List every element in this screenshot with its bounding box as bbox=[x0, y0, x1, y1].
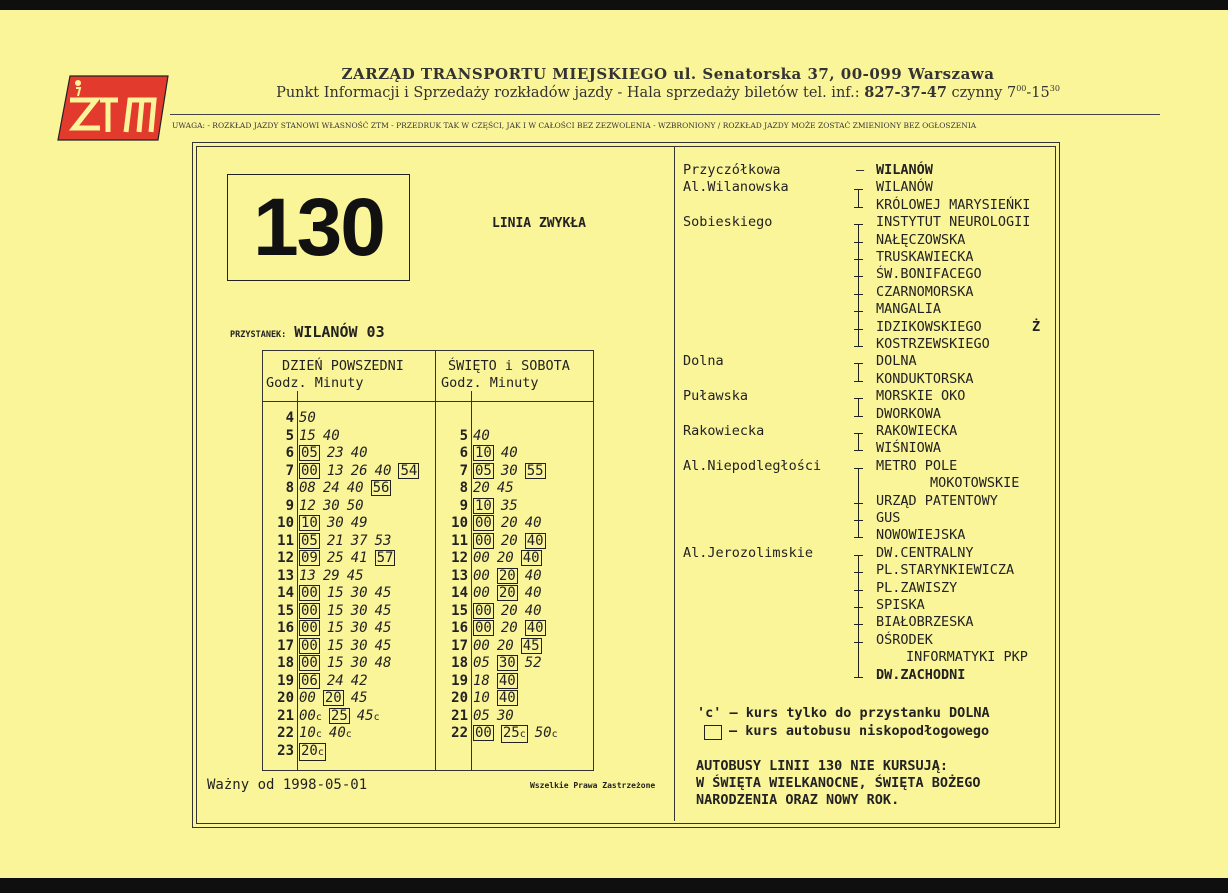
minutes bbox=[473, 690, 525, 706]
departure-minute: 15 bbox=[326, 585, 344, 601]
route-street: Puławska bbox=[683, 388, 749, 405]
departure-minute-lowfloor: 05 bbox=[475, 462, 492, 479]
hour: 23 bbox=[277, 742, 294, 759]
departure-minute: 40 bbox=[346, 480, 364, 496]
departure-minute: 23 bbox=[326, 445, 344, 461]
departure-minute: 00 bbox=[473, 585, 490, 601]
departure-minute-lowfloor: 06 bbox=[301, 672, 318, 689]
route-stop: INSTYTUT NEUROLOGII bbox=[876, 214, 1031, 231]
route-stop: KRÓLOWEJ MARYSIEŃKI bbox=[876, 196, 1031, 213]
minutes bbox=[299, 620, 398, 636]
minutes bbox=[299, 673, 375, 689]
minutes bbox=[473, 550, 549, 566]
hour: 10 bbox=[451, 515, 468, 531]
minutes bbox=[299, 743, 333, 761]
hour: 16 bbox=[451, 620, 468, 636]
route-stop: URZĄD PATENTOWY bbox=[876, 492, 998, 509]
departure-minute-lowfloor: 54 bbox=[400, 462, 418, 479]
route-street: Przyczółkowa bbox=[683, 162, 781, 178]
departure-minute-lowfloor: 20c bbox=[301, 742, 324, 759]
line-type: LINIA ZWYKŁA bbox=[492, 216, 586, 231]
hour: 8 bbox=[285, 480, 294, 496]
departure-minute: 30 bbox=[350, 655, 368, 671]
hour: 20 bbox=[277, 690, 294, 706]
departure-minute: 00 bbox=[299, 690, 316, 706]
route-stop: CZARNOMORSKA bbox=[876, 283, 974, 300]
route-connector bbox=[858, 433, 859, 450]
departure-minute: 45c bbox=[356, 707, 380, 724]
departure-minute: 30 bbox=[350, 637, 368, 654]
route-tick bbox=[854, 624, 863, 625]
departure-minute: 48 bbox=[374, 655, 392, 671]
departure-minute: 40 bbox=[524, 602, 542, 619]
departure-minute-lowfloor: 57 bbox=[376, 550, 394, 566]
minutes bbox=[299, 498, 371, 514]
departure-minute: 45 bbox=[350, 690, 368, 706]
hour: 7 bbox=[459, 462, 468, 479]
departure-minute: 40 bbox=[524, 515, 542, 531]
minutes bbox=[473, 603, 549, 619]
departure-minute: 50c bbox=[534, 725, 558, 741]
hour: 16 bbox=[277, 620, 294, 636]
org-info bbox=[168, 84, 1168, 101]
departure-minute: 00c bbox=[299, 707, 322, 724]
hour: 12 bbox=[277, 550, 294, 566]
departure-minute: 30 bbox=[496, 707, 514, 724]
minutes bbox=[473, 445, 525, 461]
departure-minute: 00 bbox=[473, 637, 490, 654]
route-stop: NAŁĘCZOWSKA bbox=[876, 231, 966, 248]
minutes bbox=[299, 568, 371, 584]
departure-minute: 42 bbox=[350, 672, 368, 689]
departure-minute-lowfloor: 25c bbox=[502, 725, 526, 741]
route-tick bbox=[854, 259, 863, 260]
route-stop: PL.ZAWISZY bbox=[876, 579, 958, 596]
departure-minute: 20 bbox=[500, 620, 518, 636]
hour: 9 bbox=[285, 497, 294, 514]
copyright-warning: UWAGA: - ROZKŁAD JAZDY STANOWI WŁASNOŚĆ ZTM - PRZEDRUK TAK W CZĘŚCI, JAK I W CAŁOŚCI BEZ ZEZWOLENIA - WZBRONIONY / ROZKŁAD JAZDY MOŻE ZOSTAĆ ZMIENIONY BEZ OGŁOSZENIA bbox=[172, 121, 977, 130]
departure-minute: 40 bbox=[374, 462, 392, 479]
departure-minute: 35 bbox=[500, 497, 518, 514]
departure-minute-lowfloor: 00 bbox=[301, 655, 318, 671]
route-tick bbox=[854, 329, 863, 330]
legend-c: 'c' – kurs tylko do przystanku DOLNA bbox=[697, 705, 990, 721]
hour: 11 bbox=[451, 532, 468, 549]
weekend-hour-rule bbox=[471, 391, 472, 771]
info-text: Punkt Informacji i Sprzedaży rozkładów jazdy - Hala sprzedaży biletów tel. inf.: bbox=[276, 85, 860, 101]
minutes bbox=[299, 428, 347, 444]
departure-minute: 20 bbox=[473, 480, 490, 496]
departure-minute-lowfloor: 56 bbox=[372, 480, 390, 496]
departure-minute-lowfloor: 00 bbox=[475, 532, 492, 549]
departure-minute-lowfloor: 00 bbox=[301, 602, 318, 619]
departure-minute-lowfloor: 20 bbox=[324, 690, 342, 706]
departure-minute: 05 bbox=[473, 655, 490, 671]
minutes bbox=[299, 655, 398, 671]
route-stop: SPISKA bbox=[876, 597, 925, 613]
route-connector bbox=[858, 189, 859, 206]
departure-minute: 50 bbox=[299, 410, 316, 426]
departure-minute-lowfloor: 00 bbox=[475, 515, 492, 531]
hour: 8 bbox=[459, 480, 468, 496]
departure-minute: 49 bbox=[350, 515, 368, 531]
departure-minute: 30 bbox=[500, 462, 518, 479]
route-connector bbox=[858, 398, 859, 415]
route-stop: KONDUKTORSKA bbox=[876, 370, 974, 387]
minutes bbox=[473, 708, 521, 724]
weekend-subtitle: Godz. Minuty bbox=[441, 375, 539, 391]
departure-minute: 00 bbox=[473, 550, 490, 566]
rights-reserved: Wszelkie Prawa Zastrzeżone bbox=[530, 781, 656, 790]
route-tick bbox=[854, 590, 863, 591]
departure-minute-lowfloor: 00 bbox=[301, 620, 318, 636]
stop-info bbox=[230, 322, 385, 341]
route-tick bbox=[854, 642, 863, 643]
minutes bbox=[473, 620, 553, 636]
departure-minute-lowfloor: 20 bbox=[498, 585, 516, 601]
hour: 6 bbox=[459, 445, 468, 461]
route-tick bbox=[854, 607, 863, 608]
route-stop: GUS bbox=[876, 510, 901, 526]
stop-label: PRZYSTANEK: bbox=[230, 330, 287, 340]
departure-minute-lowfloor: 40 bbox=[498, 690, 516, 706]
hour: 21 bbox=[277, 707, 294, 724]
hour: 10 bbox=[277, 515, 294, 531]
route-street: Dolna bbox=[683, 353, 724, 370]
departure-minute: 00 bbox=[473, 567, 490, 584]
minutes bbox=[299, 638, 398, 654]
ztm-logo bbox=[56, 66, 170, 142]
route-street: Al.Niepodległości bbox=[683, 457, 822, 474]
minutes bbox=[299, 410, 323, 426]
departure-minute-lowfloor: 40 bbox=[526, 620, 544, 636]
departure-minute-lowfloor: 00 bbox=[301, 585, 318, 601]
route-tick bbox=[854, 242, 863, 243]
departure-minute: 20 bbox=[496, 637, 514, 654]
departure-minute: 13 bbox=[326, 462, 344, 479]
hour: 9 bbox=[459, 497, 468, 514]
departure-minute: 30 bbox=[350, 585, 368, 601]
departure-minute-lowfloor: 20 bbox=[498, 567, 516, 584]
route-stop: DW.ZACHODNI bbox=[876, 666, 966, 683]
route-stop: KOSTRZEWSKIEGO bbox=[876, 336, 990, 352]
departure-minute: 18 bbox=[473, 672, 490, 689]
departure-minute: 20 bbox=[496, 550, 514, 566]
minutes bbox=[299, 463, 426, 479]
departure-minute: 29 bbox=[322, 567, 340, 584]
route-street: Al.Wilanowska bbox=[683, 179, 789, 196]
info-phone: 827-37-47 bbox=[864, 84, 947, 101]
route-stop: MOKOTOWSKIE bbox=[930, 475, 1020, 492]
departure-minute: 40 bbox=[524, 567, 542, 584]
line-number: 130 bbox=[253, 182, 384, 273]
departure-minute: 45 bbox=[374, 602, 392, 619]
info-hours: czynny $7^{00}-15^{30}$ bbox=[951, 84, 1060, 101]
route-tick bbox=[854, 537, 863, 538]
minutes bbox=[473, 498, 525, 514]
minutes bbox=[473, 568, 549, 584]
route-tick bbox=[854, 450, 863, 451]
departure-minute: 53 bbox=[374, 532, 392, 549]
org-address: ul. Senatorska 37, 00-099 Warszawa bbox=[673, 65, 995, 83]
minutes bbox=[299, 708, 387, 724]
departure-minute-lowfloor: 25 bbox=[330, 707, 348, 724]
departure-minute-lowfloor: 00 bbox=[301, 637, 318, 654]
route-stop: METRO POLE bbox=[876, 457, 958, 474]
route-tick bbox=[854, 433, 863, 434]
route-stop: DOLNA bbox=[876, 353, 917, 370]
notice-line-2: W ŚWIĘTA WIELKANOCNE, ŚWIĘTA BOŻEGO bbox=[696, 775, 981, 791]
route-connector bbox=[858, 363, 859, 380]
departure-minute: 25 bbox=[326, 550, 344, 566]
hour: 14 bbox=[451, 585, 468, 601]
route-tick bbox=[854, 572, 863, 573]
frame-divider bbox=[674, 147, 675, 821]
minutes bbox=[299, 690, 375, 706]
departure-minute-lowfloor: 10 bbox=[301, 515, 318, 531]
hour: 18 bbox=[277, 655, 294, 671]
departure-minute: 13 bbox=[299, 567, 316, 584]
weekday-subtitle: Godz. Minuty bbox=[266, 375, 364, 391]
departure-minute-lowfloor: 00 bbox=[475, 620, 492, 636]
departure-minute: 12 bbox=[299, 497, 316, 514]
notice-line-3: NARODZENIA ORAZ NOWY ROK. bbox=[696, 792, 900, 808]
departure-minute: 45 bbox=[346, 567, 364, 584]
departure-minute: 15 bbox=[326, 602, 344, 619]
minutes bbox=[473, 725, 565, 743]
minutes bbox=[299, 725, 359, 741]
minutes bbox=[473, 480, 521, 496]
route-stop: MANGALIA bbox=[876, 301, 942, 318]
hour: 13 bbox=[451, 567, 468, 584]
route-stop: PL.STARYNKIEWICZA bbox=[876, 562, 1015, 579]
route-tick bbox=[854, 207, 863, 208]
request-stop-mark: Ż bbox=[1032, 318, 1041, 335]
line-number-box bbox=[227, 174, 410, 281]
route-tick bbox=[854, 520, 863, 521]
departure-minute: 40c bbox=[328, 725, 352, 741]
route-tick bbox=[854, 381, 863, 382]
departure-minute: 45 bbox=[374, 620, 392, 636]
departure-minute-lowfloor: 00 bbox=[475, 725, 492, 741]
departure-minute-lowfloor: 00 bbox=[475, 602, 492, 619]
departure-minute: 10c bbox=[299, 725, 322, 741]
route-tick bbox=[854, 294, 863, 295]
route-stop: TRUSKAWIECKA bbox=[876, 249, 974, 265]
departure-minute: 21 bbox=[326, 532, 344, 549]
departure-minute-lowfloor: 40 bbox=[522, 550, 540, 566]
departure-minute-lowfloor: 45 bbox=[522, 637, 540, 654]
header-rule bbox=[170, 114, 1160, 115]
hour: 15 bbox=[277, 602, 294, 619]
departure-minute: 08 bbox=[299, 480, 316, 496]
route-stop: DW.CENTRALNY bbox=[876, 544, 974, 561]
departure-minute: 20 bbox=[500, 515, 518, 531]
route-stop: BIAŁOBRZESKA bbox=[876, 614, 974, 631]
hour: 13 bbox=[277, 567, 294, 584]
hour: 22 bbox=[451, 725, 468, 741]
departure-minute: 45 bbox=[496, 480, 514, 496]
route-stop: DWORKOWA bbox=[876, 405, 942, 422]
hour: 11 bbox=[277, 532, 294, 549]
hour: 17 bbox=[451, 637, 468, 654]
notice-line-1: AUTOBUSY LINII 130 NIE KURSUJĄ: bbox=[696, 758, 948, 774]
hour: 18 bbox=[451, 655, 468, 671]
departure-minute-lowfloor: 05 bbox=[301, 532, 318, 549]
departure-minute: 15 bbox=[299, 427, 316, 444]
departure-minute: 15 bbox=[326, 637, 344, 654]
route-stop: OŚRODEK bbox=[876, 631, 933, 648]
departure-minute: 15 bbox=[326, 655, 344, 671]
route-stop: WILANÓW bbox=[876, 179, 933, 196]
departure-minute: 37 bbox=[350, 532, 368, 549]
departure-minute: 40 bbox=[322, 427, 340, 444]
route-tick bbox=[854, 677, 863, 678]
minutes bbox=[299, 515, 375, 531]
minutes bbox=[473, 533, 553, 549]
hour: 5 bbox=[285, 427, 294, 444]
hour: 19 bbox=[451, 672, 468, 689]
weekday-title: DZIEŃ POWSZEDNI bbox=[282, 358, 404, 374]
minutes bbox=[299, 533, 398, 549]
minutes bbox=[473, 673, 525, 689]
departure-minute: 40 bbox=[500, 445, 518, 461]
route-tick bbox=[854, 363, 863, 364]
departure-minute: 30 bbox=[322, 497, 340, 514]
org-title bbox=[168, 65, 1168, 83]
route-tick bbox=[854, 555, 863, 556]
hour: 14 bbox=[277, 585, 294, 601]
route-stop: WILANÓW bbox=[876, 162, 933, 178]
departure-minute: 30 bbox=[350, 602, 368, 619]
departure-minute: 41 bbox=[350, 550, 368, 566]
legend-lowfloor: – kurs autobusu niskopodłogowego bbox=[729, 723, 990, 739]
departure-minute: 24 bbox=[326, 672, 344, 689]
route-stop: NOWOWIEJSKA bbox=[876, 527, 966, 544]
hour: 5 bbox=[459, 427, 468, 444]
valid-from: Ważny od 1998-05-01 bbox=[207, 777, 368, 793]
departure-minute-lowfloor: 10 bbox=[475, 497, 492, 514]
minutes bbox=[473, 428, 497, 444]
minutes bbox=[299, 603, 398, 619]
route-stop: IDZIKOWSKIEGO bbox=[876, 318, 982, 335]
departure-minute: 50 bbox=[346, 497, 364, 514]
departure-minute: 20 bbox=[500, 532, 518, 549]
departure-minute: 40 bbox=[473, 427, 490, 444]
departure-minute-lowfloor: 10 bbox=[475, 445, 492, 461]
route-street: Al.Jerozolimskie bbox=[683, 544, 814, 561]
route-stop: INFORMATYKI PKP bbox=[906, 649, 1028, 666]
hour: 4 bbox=[285, 410, 294, 426]
minutes bbox=[473, 638, 549, 654]
route-tick bbox=[854, 224, 863, 225]
departure-minute-lowfloor: 40 bbox=[526, 532, 544, 549]
minutes bbox=[473, 463, 553, 479]
minutes bbox=[473, 655, 549, 671]
minutes bbox=[473, 585, 549, 601]
route-tick bbox=[854, 311, 863, 312]
departure-minute-lowfloor: 05 bbox=[301, 445, 318, 461]
departure-minute: 26 bbox=[350, 462, 368, 479]
departure-minute: 52 bbox=[524, 655, 542, 671]
departure-minute: 15 bbox=[326, 620, 344, 636]
departure-minute-lowfloor: 09 bbox=[301, 550, 318, 566]
route-dash: – bbox=[856, 162, 865, 178]
departure-minute: 05 bbox=[473, 707, 490, 724]
route-stop: WIŚNIOWA bbox=[876, 440, 942, 457]
departure-minute: 40 bbox=[524, 585, 542, 601]
departure-minute-lowfloor: 00 bbox=[301, 462, 318, 479]
hour: 6 bbox=[285, 445, 294, 461]
route-stop: ŚW.BONIFACEGO bbox=[876, 266, 982, 283]
route-stop: RAKOWIECKA bbox=[876, 423, 958, 439]
weekend-title: ŚWIĘTO i SOBOTA bbox=[448, 358, 570, 374]
departure-minute: 30 bbox=[326, 515, 344, 531]
departure-minute: 24 bbox=[322, 480, 340, 496]
hour: 7 bbox=[285, 462, 294, 479]
minutes bbox=[473, 515, 549, 531]
route-tick bbox=[854, 276, 863, 277]
departure-minute-lowfloor: 40 bbox=[498, 672, 516, 689]
hour: 22 bbox=[277, 725, 294, 741]
stop-name: WILANÓW 03 bbox=[294, 323, 385, 341]
departure-minute: 45 bbox=[374, 585, 392, 601]
minutes bbox=[299, 445, 375, 461]
minutes bbox=[299, 550, 402, 566]
departure-minute: 45 bbox=[374, 637, 392, 654]
route-tick bbox=[854, 189, 863, 190]
route-street: Sobieskiego bbox=[683, 214, 773, 231]
route-street: Rakowiecka bbox=[683, 423, 765, 439]
route-tick bbox=[854, 503, 863, 504]
weekday-hour-rule bbox=[297, 391, 298, 771]
hour: 17 bbox=[277, 637, 294, 654]
route-tick bbox=[854, 468, 863, 469]
minutes bbox=[299, 585, 398, 601]
route-tick bbox=[854, 398, 863, 399]
hour: 12 bbox=[451, 550, 468, 566]
hour: 20 bbox=[451, 690, 468, 706]
departure-minute: 20 bbox=[500, 602, 518, 619]
hour: 19 bbox=[277, 672, 294, 689]
org-name: ZARZĄD TRANSPORTU MIEJSKIEGO bbox=[341, 65, 668, 83]
departure-minute: 10 bbox=[473, 690, 490, 706]
schedule-header-rule bbox=[262, 401, 594, 402]
departure-minute: 40 bbox=[350, 445, 368, 461]
departure-minute-lowfloor: 55 bbox=[526, 462, 544, 479]
route-stop: MORSKIE OKO bbox=[876, 388, 966, 405]
hour: 21 bbox=[451, 707, 468, 724]
minutes bbox=[299, 480, 398, 496]
route-tick bbox=[854, 416, 863, 417]
departure-minute: 30 bbox=[350, 620, 368, 636]
route-tick bbox=[854, 346, 863, 347]
legend-box-symbol bbox=[704, 725, 722, 740]
departure-minute-lowfloor: 30 bbox=[498, 655, 516, 671]
hour: 15 bbox=[451, 602, 468, 619]
